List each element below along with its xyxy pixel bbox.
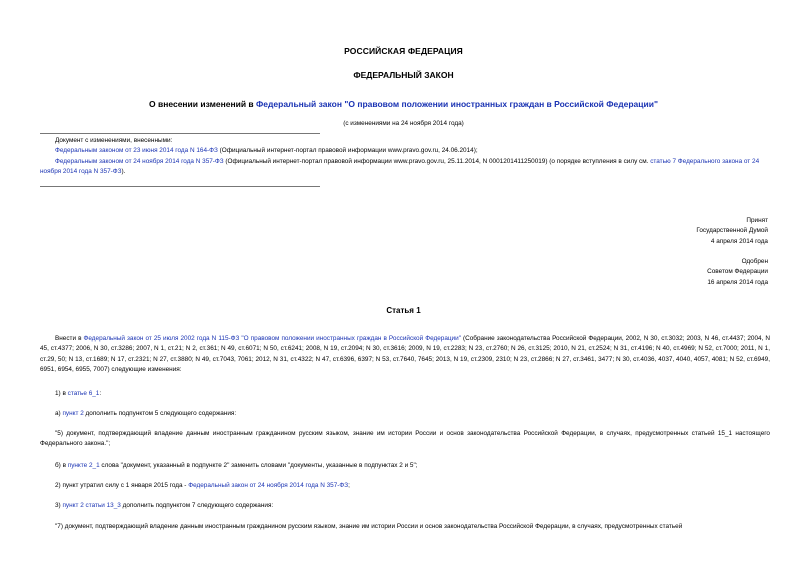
item-3: 3) пункт 2 статьи 13_3 дополнить подпунктом 7 следующего содержания: <box>55 502 274 509</box>
change-law-357-link[interactable]: Федеральным законом от 24 ноября 2014 года N 357-ФЗ <box>55 157 224 165</box>
adopted-label: Принят <box>746 217 768 224</box>
changes-item-2: Федеральным законом от 24 ноября 2014 года N 357-ФЗ (Официальный интернет-портал правовой информации www.pravo.gov.ru, 25.11.2014, N 0001201411250019) (о порядке вступления в силу см. статью 7 Федерального закона от 24 ноября 2014 года N 357-ФЗ). <box>40 157 760 175</box>
approval-block <box>707 257 768 288</box>
base-law-link[interactable]: Федеральный закон от 25 июля 2002 года N 115-ФЗ "О правовом положении иностранных граждан в Российской Федерации" <box>83 335 461 342</box>
country-heading: РОССИЙСКАЯ ФЕДЕРАЦИЯ <box>344 46 463 56</box>
repeal-law-link[interactable]: Федеральный закон от 24 ноября 2014 года N 357-ФЗ <box>188 482 349 489</box>
title-law-link[interactable]: Федеральный закон "О правовом положении иностранных граждан в Российской Федерации" <box>256 99 658 109</box>
adoption-block <box>696 216 768 247</box>
approved-label: Одобрен <box>741 258 768 265</box>
adopted-date: 4 апреля 2014 года <box>710 237 768 245</box>
item-1: 1) в статье 6_1: <box>55 390 102 397</box>
changes-lead: Документ с изменениями, внесенными: <box>55 137 173 144</box>
changes-item-1: Федеральным законом от 23 июня 2014 года N 164-ФЗ (Официальный интернет-портал правовой информации www.pravo.gov.ru, 24.06.2014); <box>55 147 478 155</box>
point-2-1-link[interactable]: пункте 2_1 <box>67 462 100 469</box>
law-type-heading: ФЕДЕРАЛЬНЫЙ ЗАКОН <box>353 70 454 80</box>
title-prefix: О внесении изменений в <box>149 99 257 109</box>
article-title: Статья 1 <box>386 306 421 315</box>
top-divider <box>40 133 320 134</box>
adopted-body: Государственной Думой <box>696 227 768 235</box>
document-title <box>0 99 807 109</box>
approved-date: 16 апреля 2014 года <box>707 278 768 286</box>
point-2-link[interactable]: пункт 2 <box>62 410 84 417</box>
article-6-1-link[interactable]: статье 6_1 <box>67 390 100 397</box>
changes-block <box>40 136 775 177</box>
article-intro: Внести в Федеральный закон от 25 июля 2002 года N 115-ФЗ "О правовом положении иностранных граждан в Российской Федерации" (Собрание законодательства Российской Федерации, 2002, N 30, ст.3032; 2003, N 46, ст.4437; 2004, N 45, ст.4377; 2006, N 30, ст.3286; 2007, N 1, ст.21; N 2, ст.361; N 49, ст.6071; N 50, ст.6241; 2008, N 19, ст.2094; N 30, ст.3616; 2009, N 19, ст.2283; N 23, ст.2760; N 26, ст.3125; 2010, N 21, ст.2524; N 31, ст.4196; N 40, ст.4969; N 52, ст.7000; 2011, N 1, ст.29, 50; N 13, ст.1689; N 17, ст.2321; N 27, ст.3880; N 49, ст.7043, 7061; 2012, N 31, ст.4322; N 47, ст.6396, 6397; N 53, ст.7640, 7645; 2013, N 19, ст.2309, 2310; N 23, ст.2866; N 27, ст.3461, 3477; N 30, ст.4036, 4037, 4040, 4057, 4081; N 52, ст.6949, 6951, 6954, 6955, 7007) следующие изменения: <box>40 335 771 373</box>
item-b: б) в пункте 2_1 слова "документ, указанный в подпункте 2" заменить словами "документы, указанные в подпунктах 2 и 5"; <box>55 462 418 469</box>
item-2: 2) пункт утратил силу с 1 января 2015 года - Федеральный закон от 24 ноября 2014 года N 357-ФЗ; <box>55 482 350 489</box>
change-law-164-link[interactable]: Федеральным законом от 23 июня 2014 года N 164-ФЗ <box>55 147 218 155</box>
edition-note: (с изменениями на 24 ноября 2014 года) <box>343 120 464 127</box>
item-a: а) пункт 2 дополнить подпунктом 5 следующего содержания: <box>55 410 237 417</box>
quote-5: "5) документ, подтверждающий владение данным иностранным гражданином русским языком, знание им истории России и основ законодательства Российской Федерации, в случаях, предусмотренных статьей 15_1 настоящего Федерального закона."; <box>40 430 770 448</box>
bottom-divider <box>40 186 320 187</box>
quote-7: "7) документ, подтверждающий владение данным иностранным гражданином русским языком, знание им истории России и основ законодательства Российской Федерации, в случаях, предусмотренных статьей <box>55 523 683 530</box>
approved-body: Советом Федерации <box>707 268 768 276</box>
article-7-link[interactable]: статью 7 Федерального закона от 24 ноября 2014 года N 357-ФЗ <box>40 157 760 175</box>
article-13-3-link[interactable]: пункт 2 статьи 13_3 <box>62 502 121 509</box>
